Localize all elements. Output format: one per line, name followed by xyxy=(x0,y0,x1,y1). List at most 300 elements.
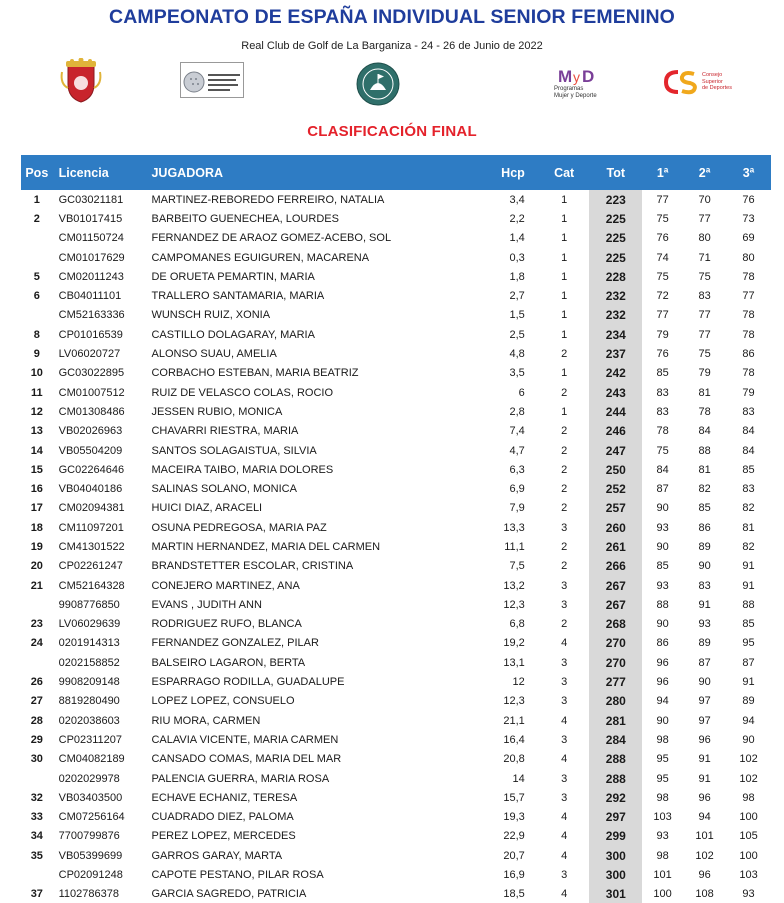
table-row xyxy=(21,209,771,228)
cell-total: 225 xyxy=(589,229,642,248)
cell-round2: 93 xyxy=(698,618,711,631)
cell-round2: 90 xyxy=(698,560,711,573)
section-title: CLASIFICACIÓN FINAL xyxy=(307,123,477,140)
cell-round2: 78 xyxy=(698,405,711,418)
wagr-logo-icon xyxy=(180,62,244,98)
cell-pos: 29 xyxy=(30,733,43,746)
cell-total: 246 xyxy=(589,422,642,441)
cell-jugadora: OSUNA PEDREGOSA, MARIA PAZ xyxy=(151,521,327,534)
cell-round1: 93 xyxy=(656,521,669,534)
cell-round2: 86 xyxy=(698,521,711,534)
cell-hcp: 3,4 xyxy=(509,193,525,206)
cell-cat: 2 xyxy=(561,463,568,476)
cell-round3: 76 xyxy=(742,193,755,206)
col-hcp: Hcp xyxy=(501,165,525,180)
cell-cat: 1 xyxy=(561,212,568,225)
cell-licencia: 0201914313 xyxy=(58,637,120,650)
cell-pos: 8 xyxy=(33,328,40,341)
cell-round1: 86 xyxy=(656,637,669,650)
cell-jugadora: RIU MORA, CARMEN xyxy=(151,714,261,727)
cell-cat: 2 xyxy=(561,386,568,399)
cell-licencia: CM01017629 xyxy=(58,251,125,264)
cell-round1: 93 xyxy=(656,579,669,592)
cell-hcp: 0,3 xyxy=(509,251,525,264)
cell-pos: 9 xyxy=(33,348,40,361)
table-row xyxy=(21,711,771,730)
cell-pos: 10 xyxy=(30,367,43,380)
cell-round2: 77 xyxy=(698,328,711,341)
cell-pos xyxy=(21,229,53,248)
myd-line2: Mujer y Deporte xyxy=(554,93,597,99)
cell-hcp: 2,2 xyxy=(509,212,525,225)
event-subtitle: Real Club de Golf de La Barganiza - 24 - 26 de Junio de 2022 xyxy=(241,40,543,52)
cell-pos: 15 xyxy=(30,463,43,476)
cell-round3: 82 xyxy=(742,502,755,515)
cell-jugadora: CONEJERO MARTINEZ, ANA xyxy=(151,579,300,592)
table-row xyxy=(21,750,771,769)
cell-licencia: 1102786378 xyxy=(58,888,119,901)
cell-licencia: CM52164328 xyxy=(58,579,125,592)
cell-licencia: VB01017415 xyxy=(58,212,123,225)
cell-round1: 95 xyxy=(656,753,669,766)
cell-total: 267 xyxy=(589,595,642,614)
cell-round3: 91 xyxy=(742,560,755,573)
cell-total: 268 xyxy=(589,615,642,634)
cell-pos: 6 xyxy=(33,290,40,303)
cell-round2: 85 xyxy=(698,502,711,515)
cell-hcp: 7,5 xyxy=(509,560,525,573)
cell-cat: 2 xyxy=(561,540,568,553)
cell-total: 247 xyxy=(589,441,642,460)
cell-total: 267 xyxy=(589,576,642,595)
cell-round1: 96 xyxy=(656,656,669,669)
cell-pos: 27 xyxy=(30,695,43,708)
cell-total: 301 xyxy=(589,885,642,903)
cell-round3: 69 xyxy=(742,232,755,245)
cell-round3: 79 xyxy=(742,386,755,399)
cell-round3: 91 xyxy=(742,676,755,689)
cell-licencia: CP02091248 xyxy=(58,869,123,882)
cell-jugadora: ESPARRAGO RODILLA, GUADALUPE xyxy=(151,676,345,689)
cell-round1: 76 xyxy=(656,348,669,361)
cell-pos: 2 xyxy=(33,212,40,225)
cell-round2: 91 xyxy=(698,598,711,611)
cell-hcp: 7,4 xyxy=(509,425,525,438)
cell-licencia: CM11097201 xyxy=(58,521,124,534)
cell-round3: 83 xyxy=(742,405,755,418)
cell-round1: 79 xyxy=(656,328,669,341)
page-title: CAMPEONATO DE ESPAÑA INDIVIDUAL SENIOR FEMENINO xyxy=(109,6,675,28)
cell-pos: 17 xyxy=(30,502,43,515)
cell-round3: 84 xyxy=(742,444,755,457)
cell-pos: 14 xyxy=(30,444,43,457)
svg-text:D: D xyxy=(582,67,595,86)
table-row xyxy=(21,576,771,595)
cell-licencia: LV06020727 xyxy=(58,348,121,361)
cell-licencia: CP01016539 xyxy=(58,328,123,341)
cell-round3: 95 xyxy=(742,637,755,650)
cell-round2: 75 xyxy=(698,270,711,283)
cell-licencia: CB04011101 xyxy=(58,290,122,303)
cell-total: 250 xyxy=(589,460,642,479)
csd-icon xyxy=(664,68,700,96)
cell-total: 284 xyxy=(589,730,642,749)
cell-cat: 3 xyxy=(561,772,568,785)
cell-jugadora: MARTIN HERNANDEZ, MARIA DEL CARMEN xyxy=(151,540,381,553)
cell-jugadora: CAPOTE PESTANO, PILAR ROSA xyxy=(151,869,324,882)
cell-licencia: CM02094381 xyxy=(58,502,125,515)
cell-round3: 87 xyxy=(742,656,755,669)
cell-hcp: 16,4 xyxy=(503,733,525,746)
cell-licencia: GC03022895 xyxy=(58,367,125,380)
cell-total: 261 xyxy=(589,537,642,556)
cell-pos: 28 xyxy=(30,714,43,727)
table-row xyxy=(21,692,771,711)
cell-total: 270 xyxy=(589,634,642,653)
svg-text:M: M xyxy=(558,67,573,86)
cell-hcp: 6,8 xyxy=(509,618,525,631)
cell-jugadora: CALAVIA VICENTE, MARIA CARMEN xyxy=(151,733,339,746)
cell-jugadora: HUICI DIAZ, ARACELI xyxy=(151,502,263,515)
cell-licencia: CM01150724 xyxy=(58,232,124,245)
cell-round3: 78 xyxy=(742,309,755,322)
cell-total: 260 xyxy=(589,518,642,537)
table-row xyxy=(21,653,771,672)
cell-pos: 30 xyxy=(30,753,43,766)
cell-round1: 83 xyxy=(656,386,669,399)
cell-cat: 3 xyxy=(561,869,568,882)
cell-round3: 84 xyxy=(742,425,755,438)
sponsor-logos xyxy=(0,56,784,114)
table-row xyxy=(21,364,771,383)
cell-round1: 77 xyxy=(656,193,669,206)
cell-round2: 101 xyxy=(695,830,714,843)
cell-round3: 78 xyxy=(742,367,755,380)
table-row xyxy=(21,383,771,402)
cell-round1: 98 xyxy=(656,733,669,746)
cell-jugadora: JESSEN RUBIO, MONICA xyxy=(151,405,283,418)
cell-round3: 78 xyxy=(742,328,755,341)
cell-licencia: VB03403500 xyxy=(58,791,123,804)
cell-pos: 18 xyxy=(30,521,43,534)
cell-hcp: 18,5 xyxy=(503,888,525,901)
cell-round1: 103 xyxy=(653,811,672,824)
cell-cat: 2 xyxy=(561,483,568,496)
table-row xyxy=(21,788,771,807)
cell-pos xyxy=(21,653,53,672)
cell-round3: 89 xyxy=(742,695,755,708)
table-row xyxy=(21,808,771,827)
cell-cat: 1 xyxy=(561,270,568,283)
table-row xyxy=(21,286,771,305)
table-row xyxy=(21,846,771,865)
table-row xyxy=(21,460,771,479)
cell-pos: 24 xyxy=(30,637,43,650)
cell-licencia: LV06029639 xyxy=(58,618,121,631)
cell-round3: 81 xyxy=(742,521,755,534)
cell-licencia: CM41301522 xyxy=(58,540,125,553)
cell-round3: 100 xyxy=(739,849,758,862)
cell-round1: 95 xyxy=(656,772,669,785)
cell-round3: 88 xyxy=(742,598,755,611)
cell-total: 243 xyxy=(589,383,642,402)
cell-round2: 87 xyxy=(698,656,711,669)
cell-round1: 85 xyxy=(656,367,669,380)
cell-hcp: 1,8 xyxy=(509,270,525,283)
table-row xyxy=(21,479,771,498)
cell-round3: 80 xyxy=(742,251,755,264)
cell-cat: 3 xyxy=(561,521,568,534)
cell-jugadora: BRANDSTETTER ESCOLAR, CRISTINA xyxy=(151,560,354,573)
club-emblem-icon xyxy=(356,62,400,106)
cell-round2: 83 xyxy=(698,579,711,592)
cell-jugadora: DE ORUETA PEMARTIN, MARIA xyxy=(151,270,315,283)
cell-round3: 100 xyxy=(739,811,758,824)
cell-round3: 94 xyxy=(742,714,755,727)
cell-round3: 78 xyxy=(742,270,755,283)
cell-pos: 16 xyxy=(30,483,43,496)
cell-hcp: 1,5 xyxy=(509,309,525,322)
results-body xyxy=(21,190,771,903)
cell-cat: 2 xyxy=(561,425,568,438)
cell-pos: 12 xyxy=(30,405,43,418)
cell-pos: 23 xyxy=(30,618,43,631)
cell-cat: 4 xyxy=(561,888,568,901)
cell-round2: 102 xyxy=(695,849,714,862)
myd-line1: Programas xyxy=(554,86,584,92)
cell-hcp: 13,3 xyxy=(503,521,525,534)
cell-round1: 75 xyxy=(656,212,669,225)
col-round1: 1ª xyxy=(656,165,669,180)
cell-round3: 77 xyxy=(742,290,755,303)
cell-jugadora: ECHAVE ECHANIZ, TERESA xyxy=(151,791,298,804)
cell-cat: 3 xyxy=(561,656,568,669)
cell-round1: 72 xyxy=(656,290,669,303)
cell-cat: 4 xyxy=(561,753,568,766)
cell-licencia: GC02264646 xyxy=(58,463,125,476)
cell-licencia: 0202158852 xyxy=(58,656,120,669)
cell-round3: 105 xyxy=(739,830,758,843)
cell-licencia: 9908776850 xyxy=(58,598,120,611)
cell-cat: 4 xyxy=(561,714,568,727)
table-row xyxy=(21,537,771,556)
cell-round3: 85 xyxy=(742,618,755,631)
cell-jugadora: ALONSO SUAU, AMELIA xyxy=(151,348,277,361)
col-cat: Cat xyxy=(554,165,575,180)
myd-logo xyxy=(548,64,608,108)
cell-round2: 81 xyxy=(698,386,711,399)
cell-licencia: CP02261247 xyxy=(58,560,123,573)
cell-round1: 90 xyxy=(656,502,669,515)
cell-total: 234 xyxy=(589,325,642,344)
cell-round1: 98 xyxy=(656,791,669,804)
cell-pos xyxy=(21,306,53,325)
cell-round2: 83 xyxy=(698,290,711,303)
cell-round1: 74 xyxy=(656,251,669,264)
cell-jugadora: MARTINEZ-REBOREDO FERREIRO, NATALIA xyxy=(151,193,385,206)
cell-hcp: 12 xyxy=(512,676,525,689)
cell-cat: 2 xyxy=(561,502,568,515)
cell-jugadora: SALINAS SOLANO, MONICA xyxy=(151,483,297,496)
cell-round2: 77 xyxy=(698,309,711,322)
cell-round2: 71 xyxy=(698,251,711,264)
cell-total: 300 xyxy=(589,865,642,884)
cell-total: 244 xyxy=(589,402,642,421)
cell-hcp: 19,2 xyxy=(503,637,525,650)
cell-round2: 96 xyxy=(698,869,711,882)
cell-jugadora: CANSADO COMAS, MARIA DEL MAR xyxy=(151,753,342,766)
cell-jugadora: PALENCIA GUERRA, MARIA ROSA xyxy=(151,772,330,785)
cell-cat: 4 xyxy=(561,830,568,843)
cell-hcp: 3,5 xyxy=(509,367,525,380)
cell-round1: 78 xyxy=(656,425,669,438)
cell-hcp: 6,9 xyxy=(509,483,525,496)
cell-hcp: 13,1 xyxy=(503,656,525,669)
col-tot: Tot xyxy=(606,165,626,180)
cell-round1: 90 xyxy=(656,618,669,631)
cell-jugadora: RUIZ DE VELASCO COLAS, ROCIO xyxy=(151,386,334,399)
cell-pos: 37 xyxy=(30,888,43,901)
cell-round2: 81 xyxy=(698,463,711,476)
cell-round3: 90 xyxy=(742,733,755,746)
cell-total: 300 xyxy=(589,846,642,865)
cell-total: 277 xyxy=(589,672,642,691)
cell-cat: 4 xyxy=(561,811,568,824)
col-round2: 2ª xyxy=(698,165,711,180)
col-round3: 3ª xyxy=(742,165,755,180)
cell-cat: 3 xyxy=(561,676,568,689)
cell-round1: 101 xyxy=(653,869,672,882)
cell-round2: 91 xyxy=(698,772,711,785)
cell-total: 270 xyxy=(589,653,642,672)
cell-total: 252 xyxy=(589,479,642,498)
cell-total: 225 xyxy=(589,248,642,267)
cell-total: 223 xyxy=(589,190,642,209)
cell-cat: 3 xyxy=(561,695,568,708)
cell-jugadora: GARROS GARAY, MARTA xyxy=(151,849,283,862)
cell-pos: 21 xyxy=(30,579,43,592)
cell-jugadora: FERNANDEZ DE ARAOZ GOMEZ-ACEBO, SOL xyxy=(151,232,392,245)
cell-round1: 94 xyxy=(656,695,669,708)
cell-jugadora: GARCIA SAGREDO, PATRICIA xyxy=(151,888,307,901)
cell-jugadora: CORBACHO ESTEBAN, MARIA BEATRIZ xyxy=(151,367,359,380)
cell-licencia: CP02311207 xyxy=(58,733,123,746)
cell-cat: 1 xyxy=(561,309,568,322)
cell-hcp: 13,2 xyxy=(503,579,525,592)
cell-hcp: 6 xyxy=(518,386,525,399)
table-row xyxy=(21,518,771,537)
csd-line3: de Deportes xyxy=(702,85,732,91)
cell-round3: 83 xyxy=(742,483,755,496)
cell-jugadora: TRALLERO SANTAMARIA, MARIA xyxy=(151,290,325,303)
cell-hcp: 14 xyxy=(512,772,525,785)
csd-line2: Superior xyxy=(702,78,723,85)
cell-jugadora: CHAVARRI RIESTRA, MARIA xyxy=(151,425,299,438)
cell-total: 257 xyxy=(589,499,642,518)
cell-hcp: 6,3 xyxy=(509,463,525,476)
table-row xyxy=(21,248,771,267)
cell-pos xyxy=(21,248,53,267)
cell-licencia: 0202038603 xyxy=(58,714,120,727)
table-row xyxy=(21,827,771,846)
cell-round2: 96 xyxy=(698,733,711,746)
cell-total: 232 xyxy=(589,306,642,325)
cell-pos xyxy=(21,865,53,884)
cell-hcp: 2,5 xyxy=(509,328,525,341)
cell-round1: 87 xyxy=(656,483,669,496)
cell-licencia: VB02026963 xyxy=(58,425,123,438)
table-row xyxy=(21,672,771,691)
cell-total: 242 xyxy=(589,364,642,383)
cell-jugadora: BALSEIRO LAGARON, BERTA xyxy=(151,656,306,669)
cell-round1: 84 xyxy=(656,463,669,476)
cell-jugadora: RODRIGUEZ RUFO, BLANCA xyxy=(151,618,302,631)
cell-hcp: 11,1 xyxy=(504,540,525,553)
cell-cat: 2 xyxy=(561,618,568,631)
table-row xyxy=(21,229,771,248)
cell-pos: 20 xyxy=(30,560,43,573)
table-row xyxy=(21,344,771,363)
cell-hcp: 2,7 xyxy=(509,290,525,303)
cell-pos: 1 xyxy=(33,193,40,206)
cell-hcp: 20,7 xyxy=(503,849,525,862)
cell-jugadora: LOPEZ LOPEZ, CONSUELO xyxy=(151,695,295,708)
cell-hcp: 4,7 xyxy=(509,444,525,457)
cell-total: 299 xyxy=(589,827,642,846)
cell-cat: 3 xyxy=(561,598,568,611)
table-row xyxy=(21,730,771,749)
cell-round1: 98 xyxy=(656,849,669,862)
table-row xyxy=(21,325,771,344)
cell-total: 281 xyxy=(589,711,642,730)
cell-hcp: 2,8 xyxy=(509,405,525,418)
cell-round3: 102 xyxy=(739,753,758,766)
cell-total: 297 xyxy=(589,808,642,827)
cell-total: 288 xyxy=(589,750,642,769)
cell-round2: 89 xyxy=(698,637,711,650)
cell-hcp: 20,8 xyxy=(503,753,525,766)
cell-cat: 4 xyxy=(561,637,568,650)
cell-total: 292 xyxy=(589,788,642,807)
table-row xyxy=(21,865,771,884)
cell-round1: 75 xyxy=(656,270,669,283)
cell-licencia: CM07256164 xyxy=(58,811,125,824)
cell-licencia: VB04040186 xyxy=(58,483,123,496)
cell-jugadora: BARBEITO GUENECHEA, LOURDES xyxy=(151,212,339,225)
cell-licencia: CM01007512 xyxy=(58,386,125,399)
cell-cat: 1 xyxy=(561,251,568,264)
cell-licencia: VB05504209 xyxy=(58,444,123,457)
table-row xyxy=(21,422,771,441)
cell-round2: 84 xyxy=(698,425,711,438)
cell-round3: 98 xyxy=(742,791,755,804)
cell-pos: 33 xyxy=(30,811,43,824)
cell-cat: 1 xyxy=(561,193,568,206)
cell-round1: 90 xyxy=(656,714,669,727)
cell-round2: 88 xyxy=(698,444,711,457)
cell-round1: 90 xyxy=(656,540,669,553)
cell-jugadora: FERNANDEZ GONZALEZ, PILAR xyxy=(151,637,319,650)
cell-licencia: CM02011243 xyxy=(58,270,124,283)
cell-round1: 96 xyxy=(656,676,669,689)
cell-hcp: 15,7 xyxy=(503,791,525,804)
cell-pos: 19 xyxy=(30,540,43,553)
table-row xyxy=(21,557,771,576)
cell-round2: 97 xyxy=(698,695,711,708)
cell-licencia: CM01308486 xyxy=(58,405,125,418)
cell-hcp: 4,8 xyxy=(509,348,525,361)
cell-pos: 32 xyxy=(30,791,43,804)
